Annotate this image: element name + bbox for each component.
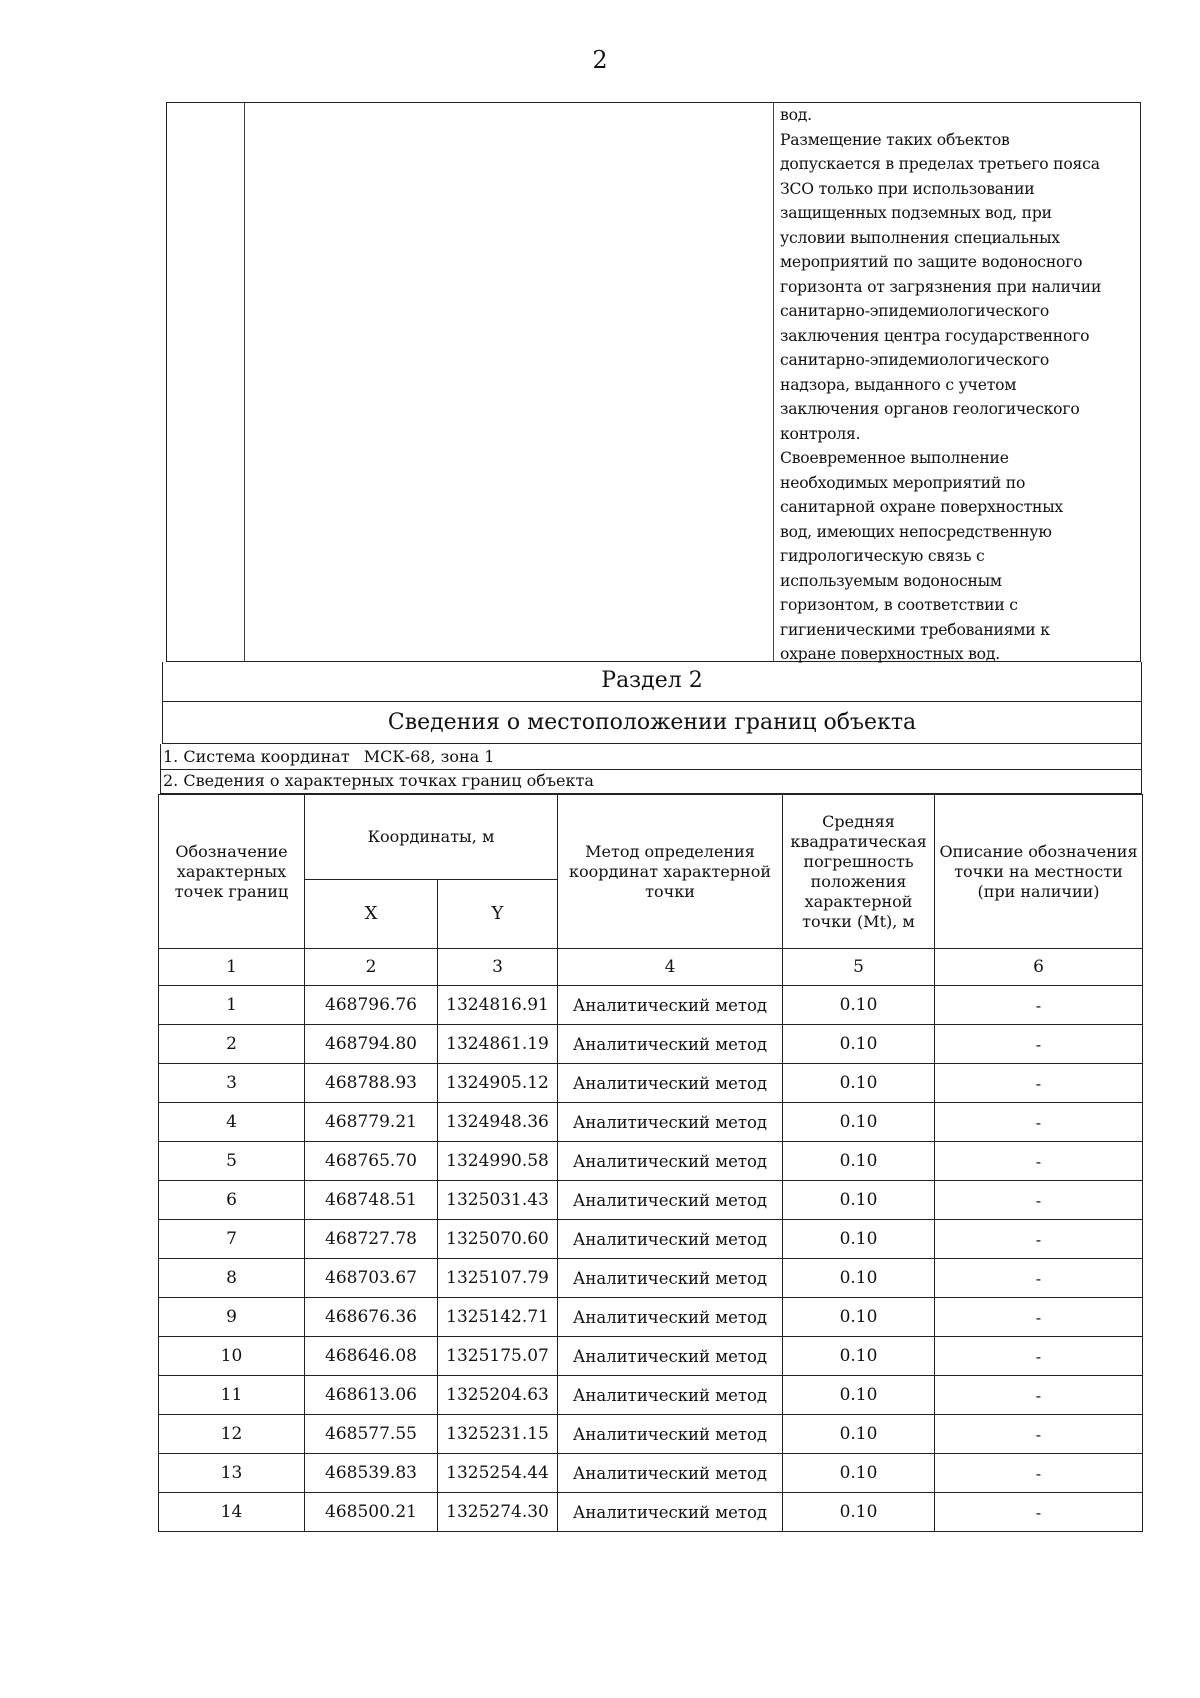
y-coordinate-cell: 1324948.36 [438, 1103, 558, 1142]
x-coordinate-cell: 468794.80 [305, 1025, 438, 1064]
y-coordinate-cell: 1325070.60 [438, 1220, 558, 1259]
header-designation: Обозначение характерных точек границ [159, 795, 305, 949]
y-coordinate-cell: 1325254.44 [438, 1454, 558, 1493]
points-info-row: 2. Сведения о характерных точках границ объекта [160, 770, 1142, 794]
x-coordinate-cell: 468727.78 [305, 1220, 438, 1259]
method-cell: Аналитический метод [558, 1220, 783, 1259]
method-cell: Аналитический метод [558, 1064, 783, 1103]
description-cell: - [935, 986, 1143, 1025]
error-cell: 0.10 [783, 1493, 935, 1532]
column-number: 1 [159, 949, 305, 986]
table-row [159, 1103, 1143, 1142]
error-cell: 0.10 [783, 1220, 935, 1259]
description-cell: - [935, 1454, 1143, 1493]
x-coordinate-cell: 468748.51 [305, 1181, 438, 1220]
y-coordinate-cell: 1324861.19 [438, 1025, 558, 1064]
continuation-cell-empty-1 [167, 103, 245, 661]
y-coordinate-cell: 1325031.43 [438, 1181, 558, 1220]
header-method: Метод определения координат характерной точки [558, 795, 783, 949]
error-cell: 0.10 [783, 1025, 935, 1064]
description-cell: - [935, 1298, 1143, 1337]
table-row [159, 1064, 1143, 1103]
error-cell: 0.10 [783, 1415, 935, 1454]
coordinate-system-label: 1. Система координат [163, 747, 350, 766]
table-row [159, 1259, 1143, 1298]
point-id-cell: 9 [159, 1298, 305, 1337]
column-number: 4 [558, 949, 783, 986]
header-description: Описание обозначения точки на местности (при наличии) [935, 795, 1143, 949]
description-cell: - [935, 1025, 1143, 1064]
error-cell: 0.10 [783, 986, 935, 1025]
header-error: Средняя квадратическая погрешность положения характерной точки (Mt), м [783, 795, 935, 949]
method-cell: Аналитический метод [558, 1142, 783, 1181]
method-cell: Аналитический метод [558, 1376, 783, 1415]
error-cell: 0.10 [783, 1259, 935, 1298]
method-cell: Аналитический метод [558, 1493, 783, 1532]
y-coordinate-cell: 1324905.12 [438, 1064, 558, 1103]
point-id-cell: 7 [159, 1220, 305, 1259]
table-row [159, 1337, 1143, 1376]
x-coordinate-cell: 468539.83 [305, 1454, 438, 1493]
table-row [159, 1220, 1143, 1259]
point-id-cell: 1 [159, 986, 305, 1025]
point-id-cell: 10 [159, 1337, 305, 1376]
continuation-cell-empty-2 [244, 103, 774, 661]
error-cell: 0.10 [783, 1064, 935, 1103]
error-cell: 0.10 [783, 1142, 935, 1181]
header-y: Y [438, 880, 558, 949]
description-cell: - [935, 1142, 1143, 1181]
x-coordinate-cell: 468613.06 [305, 1376, 438, 1415]
description-cell: - [935, 1064, 1143, 1103]
table-row [159, 1493, 1143, 1532]
continuation-table [166, 102, 1141, 662]
boundary-points-table [158, 794, 1143, 1532]
point-id-cell: 6 [159, 1181, 305, 1220]
section-subtitle: Сведения о местоположении границ объекта [162, 702, 1142, 744]
point-id-cell: 3 [159, 1064, 305, 1103]
description-cell: - [935, 1220, 1143, 1259]
description-cell: - [935, 1259, 1143, 1298]
point-id-cell: 14 [159, 1493, 305, 1532]
x-coordinate-cell: 468646.08 [305, 1337, 438, 1376]
method-cell: Аналитический метод [558, 986, 783, 1025]
column-number: 6 [935, 949, 1143, 986]
method-cell: Аналитический метод [558, 1298, 783, 1337]
header-coordinates: Координаты, м [305, 795, 558, 880]
error-cell: 0.10 [783, 1103, 935, 1142]
error-cell: 0.10 [783, 1337, 935, 1376]
y-coordinate-cell: 1324816.91 [438, 986, 558, 1025]
x-coordinate-cell: 468779.21 [305, 1103, 438, 1142]
point-id-cell: 8 [159, 1259, 305, 1298]
y-coordinate-cell: 1325274.30 [438, 1493, 558, 1532]
point-id-cell: 5 [159, 1142, 305, 1181]
x-coordinate-cell: 468676.36 [305, 1298, 438, 1337]
x-coordinate-cell: 468703.67 [305, 1259, 438, 1298]
header-x: X [305, 880, 438, 949]
point-id-cell: 2 [159, 1025, 305, 1064]
column-number: 5 [783, 949, 935, 986]
method-cell: Аналитический метод [558, 1454, 783, 1493]
boundary-points-table-wrapper [158, 794, 1142, 1532]
error-cell: 0.10 [783, 1376, 935, 1415]
table-row [159, 1025, 1143, 1064]
method-cell: Аналитический метод [558, 1181, 783, 1220]
description-cell: - [935, 1415, 1143, 1454]
point-id-cell: 4 [159, 1103, 305, 1142]
point-id-cell: 11 [159, 1376, 305, 1415]
x-coordinate-cell: 468765.70 [305, 1142, 438, 1181]
error-cell: 0.10 [783, 1181, 935, 1220]
coordinate-system-row [160, 744, 1142, 770]
y-coordinate-cell: 1325175.07 [438, 1337, 558, 1376]
y-coordinate-cell: 1325107.79 [438, 1259, 558, 1298]
method-cell: Аналитический метод [558, 1337, 783, 1376]
method-cell: Аналитический метод [558, 1415, 783, 1454]
description-cell: - [935, 1181, 1143, 1220]
description-cell: - [935, 1337, 1143, 1376]
coordinate-system-value: МСК-68, зона 1 [363, 747, 495, 766]
error-cell: 0.10 [783, 1298, 935, 1337]
y-coordinate-cell: 1325204.63 [438, 1376, 558, 1415]
table-row [159, 986, 1143, 1025]
error-cell: 0.10 [783, 1454, 935, 1493]
description-cell: - [935, 1376, 1143, 1415]
point-id-cell: 12 [159, 1415, 305, 1454]
x-coordinate-cell: 468796.76 [305, 986, 438, 1025]
table-row [159, 1142, 1143, 1181]
table-row [159, 1415, 1143, 1454]
x-coordinate-cell: 468788.93 [305, 1064, 438, 1103]
x-coordinate-cell: 468500.21 [305, 1493, 438, 1532]
section-title: Раздел 2 [162, 662, 1142, 702]
description-cell: - [935, 1103, 1143, 1142]
continuation-text: вод. Размещение таких объектов допускается в пределах третьего пояса ЗСО только при использовании защищенных подземных вод, при условии выполнения специальных мероприятий по защите водоносного горизонта от загрязнения при наличии санитарно-эпидемиологического заключения центра государственного санитарно-эпидемиологического надзора, выданного с учетом заключения органов геологического контроля. Своевременное выполнение необходимых мероприятий по санитарной охране поверхностных вод, имеющих непосредственную гидрологическую связь с используемым водоносным горизонтом, в соответствии с гигиеническими требованиями к охране поверхностных вод. [780, 106, 1102, 663]
y-coordinate-cell: 1325231.15 [438, 1415, 558, 1454]
page-number: 2 [592, 46, 608, 74]
table-row [159, 1298, 1143, 1337]
table-row [159, 1181, 1143, 1220]
table-row [159, 1454, 1143, 1493]
column-number: 3 [438, 949, 558, 986]
description-cell: - [935, 1493, 1143, 1532]
y-coordinate-cell: 1325142.71 [438, 1298, 558, 1337]
y-coordinate-cell: 1324990.58 [438, 1142, 558, 1181]
table-body [159, 986, 1143, 1532]
table-row [159, 1376, 1143, 1415]
x-coordinate-cell: 468577.55 [305, 1415, 438, 1454]
point-id-cell: 13 [159, 1454, 305, 1493]
method-cell: Аналитический метод [558, 1025, 783, 1064]
column-number: 2 [305, 949, 438, 986]
method-cell: Аналитический метод [558, 1259, 783, 1298]
method-cell: Аналитический метод [558, 1103, 783, 1142]
